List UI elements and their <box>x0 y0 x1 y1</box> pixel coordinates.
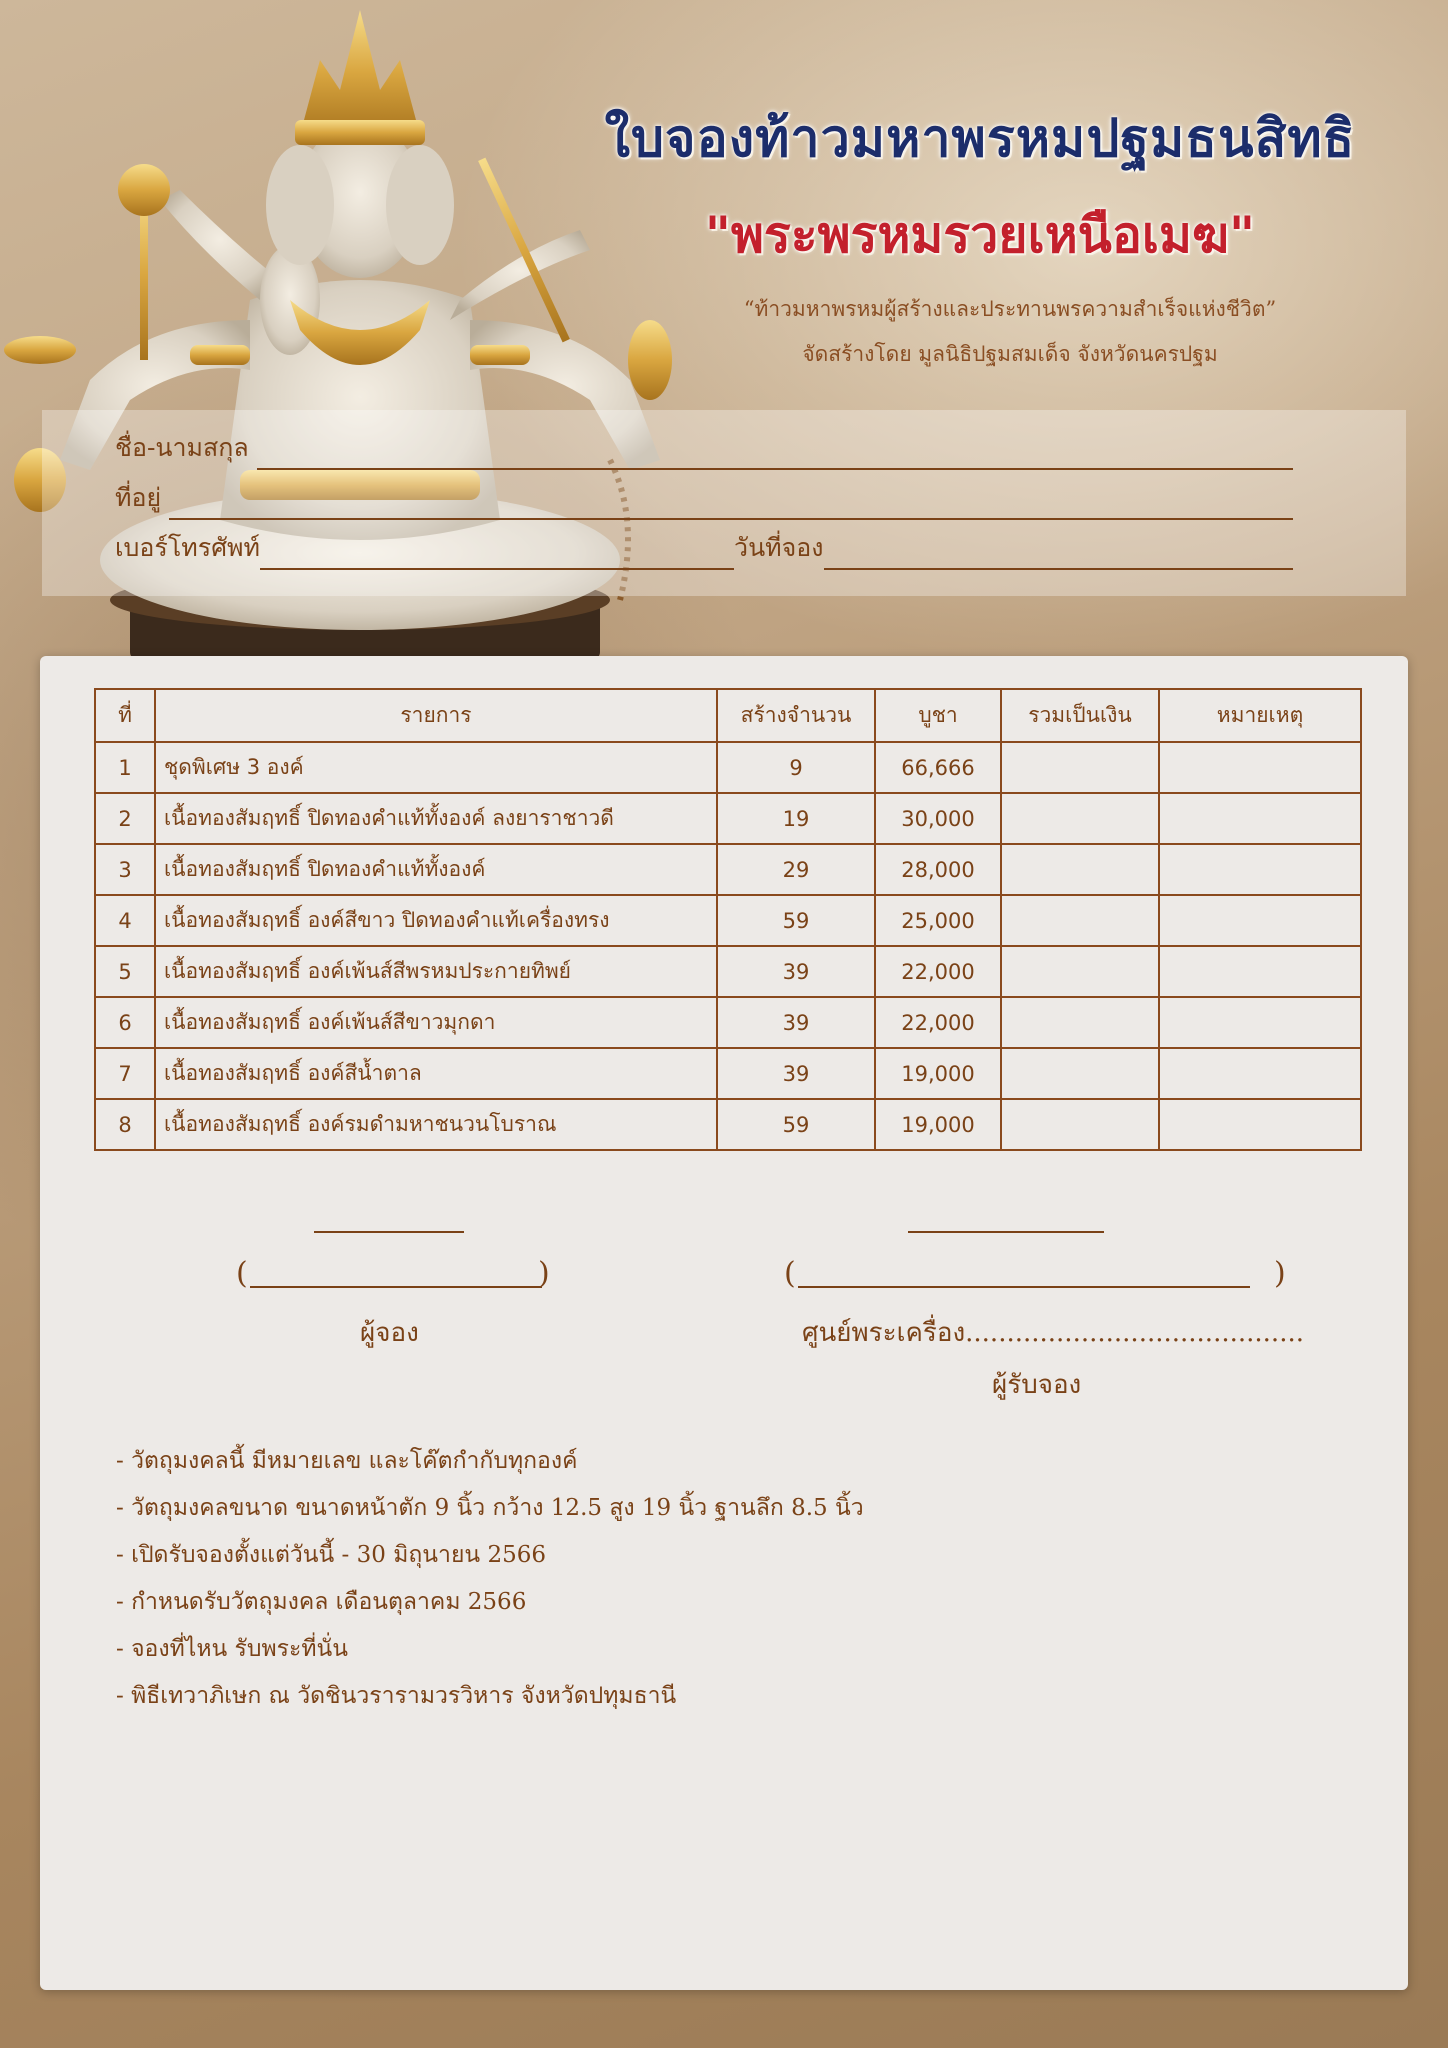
receiver-close-paren: ) <box>1274 1256 1286 1291</box>
name-row <box>115 430 1293 470</box>
row-no: 6 <box>95 997 155 1048</box>
header-no: ที่ <box>95 689 155 742</box>
note-item: - พิธีเทวาภิเษก ณ วัดชินวรารามวรวิหาร จังหวัดปทุมธานี <box>116 1683 677 1709</box>
booking-form-card <box>40 656 1408 1990</box>
items-table <box>94 688 1362 1151</box>
motto-text: “ท้าวมหาพรหมผู้สร้างและประทานพรความสำเร็จแห่งชีวิต” <box>743 297 1277 321</box>
header-qty: สร้างจำนวน <box>717 689 875 742</box>
table-row <box>95 742 1361 793</box>
row-price: 19,000 <box>875 1099 1001 1150</box>
row-total-cell[interactable] <box>1001 1099 1159 1150</box>
row-total-cell[interactable] <box>1001 997 1159 1048</box>
row-remark-cell[interactable] <box>1159 793 1361 844</box>
address-field[interactable] <box>169 488 1293 520</box>
row-total-cell[interactable] <box>1001 844 1159 895</box>
row-item: ชุดพิเศษ 3 องค์ <box>155 742 717 793</box>
table-row <box>95 793 1361 844</box>
row-item: เนื้อทองสัมฤทธิ์ องค์เพ้นส์สีขาวมุกดา <box>155 997 717 1048</box>
phone-label: เบอร์โทรศัพท์ <box>115 533 261 562</box>
receiver-signature-line[interactable] <box>908 1231 1104 1233</box>
row-remark-cell[interactable] <box>1159 997 1361 1048</box>
note-item: - จองที่ไหน รับพระที่นั่น <box>116 1636 348 1662</box>
header-remark: หมายเหตุ <box>1159 689 1361 742</box>
booker-open-paren: ( <box>236 1256 248 1291</box>
row-item: เนื้อทองสัมฤทธิ์ องค์เพ้นส์สีพรหมประกายทิพย์ <box>155 946 717 997</box>
row-price: 30,000 <box>875 793 1001 844</box>
row-remark-cell[interactable] <box>1159 1099 1361 1150</box>
header-price: บูชา <box>875 689 1001 742</box>
table-row <box>95 997 1361 1048</box>
date-field[interactable] <box>824 538 1293 570</box>
row-total-cell[interactable] <box>1001 895 1159 946</box>
row-qty: 39 <box>717 1048 875 1099</box>
row-price: 19,000 <box>875 1048 1001 1099</box>
row-no: 7 <box>95 1048 155 1099</box>
amulet-center-label: ศูนย์พระเครื่อง......................................... <box>802 1318 1304 1348</box>
address-row <box>115 480 1293 520</box>
table-row <box>95 1099 1361 1150</box>
row-remark-cell[interactable] <box>1159 895 1361 946</box>
page-title: ใบจองท้าวมหาพรหมปฐมธนสิทธิ <box>604 108 1356 169</box>
row-price: 25,000 <box>875 895 1001 946</box>
row-item: เนื้อทองสัมฤทธิ์ ปิดทองคำแท้ทั้งองค์ <box>155 844 717 895</box>
organizer-text: จัดสร้างโดย มูลนิธิปฐมสมเด็จ จังหวัดนครปฐม <box>802 342 1218 366</box>
row-price: 66,666 <box>875 742 1001 793</box>
receiver-name-line[interactable] <box>798 1286 1250 1288</box>
date-label: วันที่จอง <box>734 533 824 562</box>
row-total-cell[interactable] <box>1001 793 1159 844</box>
row-price: 28,000 <box>875 844 1001 895</box>
header-total: รวมเป็นเงิน <box>1001 689 1159 742</box>
booker-label: ผู้จอง <box>360 1318 419 1348</box>
row-no: 3 <box>95 844 155 895</box>
row-qty: 59 <box>717 895 875 946</box>
table-row <box>95 946 1361 997</box>
row-qty: 39 <box>717 946 875 997</box>
row-qty: 9 <box>717 742 875 793</box>
table-row <box>95 1048 1361 1099</box>
note-item: - กำหนดรับวัตถุมงคล เดือนตุลาคม 2566 <box>116 1589 527 1615</box>
receiver-label: ผู้รับจอง <box>992 1370 1082 1400</box>
note-item: - เปิดรับจองตั้งแต่วันนี้ - 30 มิถุนายน 2566 <box>116 1542 546 1568</box>
row-price: 22,000 <box>875 997 1001 1048</box>
table-row <box>95 895 1361 946</box>
phone-field[interactable] <box>260 538 734 570</box>
row-no: 4 <box>95 895 155 946</box>
page-subtitle: "พระพรหมรวยเหนือเมฆ" <box>704 205 1256 264</box>
table-row <box>95 844 1361 895</box>
row-qty: 59 <box>717 1099 875 1150</box>
address-label: ที่อยู่ <box>115 483 162 512</box>
row-total-cell[interactable] <box>1001 946 1159 997</box>
row-no: 5 <box>95 946 155 997</box>
row-qty: 39 <box>717 997 875 1048</box>
name-label: ชื่อ-นามสกุล <box>115 433 249 462</box>
row-item: เนื้อทองสัมฤทธิ์ องค์สีน้ำตาล <box>155 1048 717 1099</box>
row-remark-cell[interactable] <box>1159 946 1361 997</box>
row-remark-cell[interactable] <box>1159 844 1361 895</box>
row-price: 22,000 <box>875 946 1001 997</box>
row-no: 2 <box>95 793 155 844</box>
booker-signature-line[interactable] <box>314 1231 464 1233</box>
row-item: เนื้อทองสัมฤทธิ์ ปิดทองคำแท้ทั้งองค์ ลงยาราชาวดี <box>155 793 717 844</box>
row-item: เนื้อทองสัมฤทธิ์ องค์สีขาว ปิดทองคำแท้เครื่องทรง <box>155 895 717 946</box>
receiver-open-paren: ( <box>784 1256 796 1291</box>
row-no: 1 <box>95 742 155 793</box>
row-no: 8 <box>95 1099 155 1150</box>
phone-date-row <box>115 530 1293 570</box>
name-field[interactable] <box>257 438 1293 470</box>
row-qty: 19 <box>717 793 875 844</box>
header-item: รายการ <box>155 689 717 742</box>
row-qty: 29 <box>717 844 875 895</box>
note-item: - วัตถุมงคลขนาด ขนาดหน้าตัก 9 นิ้ว กว้าง 12.5 สูง 19 นิ้ว ฐานลึก 8.5 นิ้ว <box>116 1495 864 1521</box>
row-total-cell[interactable] <box>1001 1048 1159 1099</box>
row-total-cell[interactable] <box>1001 742 1159 793</box>
row-remark-cell[interactable] <box>1159 1048 1361 1099</box>
row-item: เนื้อทองสัมฤทธิ์ องค์รมดำมหาชนวนโบราณ <box>155 1099 717 1150</box>
row-remark-cell[interactable] <box>1159 742 1361 793</box>
table-header-row <box>95 689 1361 742</box>
booker-close-paren: ) <box>538 1256 550 1291</box>
note-item: - วัตถุมงคลนี้ มีหมายเลข และโค๊ตกำกับทุกองค์ <box>116 1448 578 1474</box>
booker-name-line[interactable] <box>250 1286 542 1288</box>
notes-list <box>116 1438 864 1720</box>
